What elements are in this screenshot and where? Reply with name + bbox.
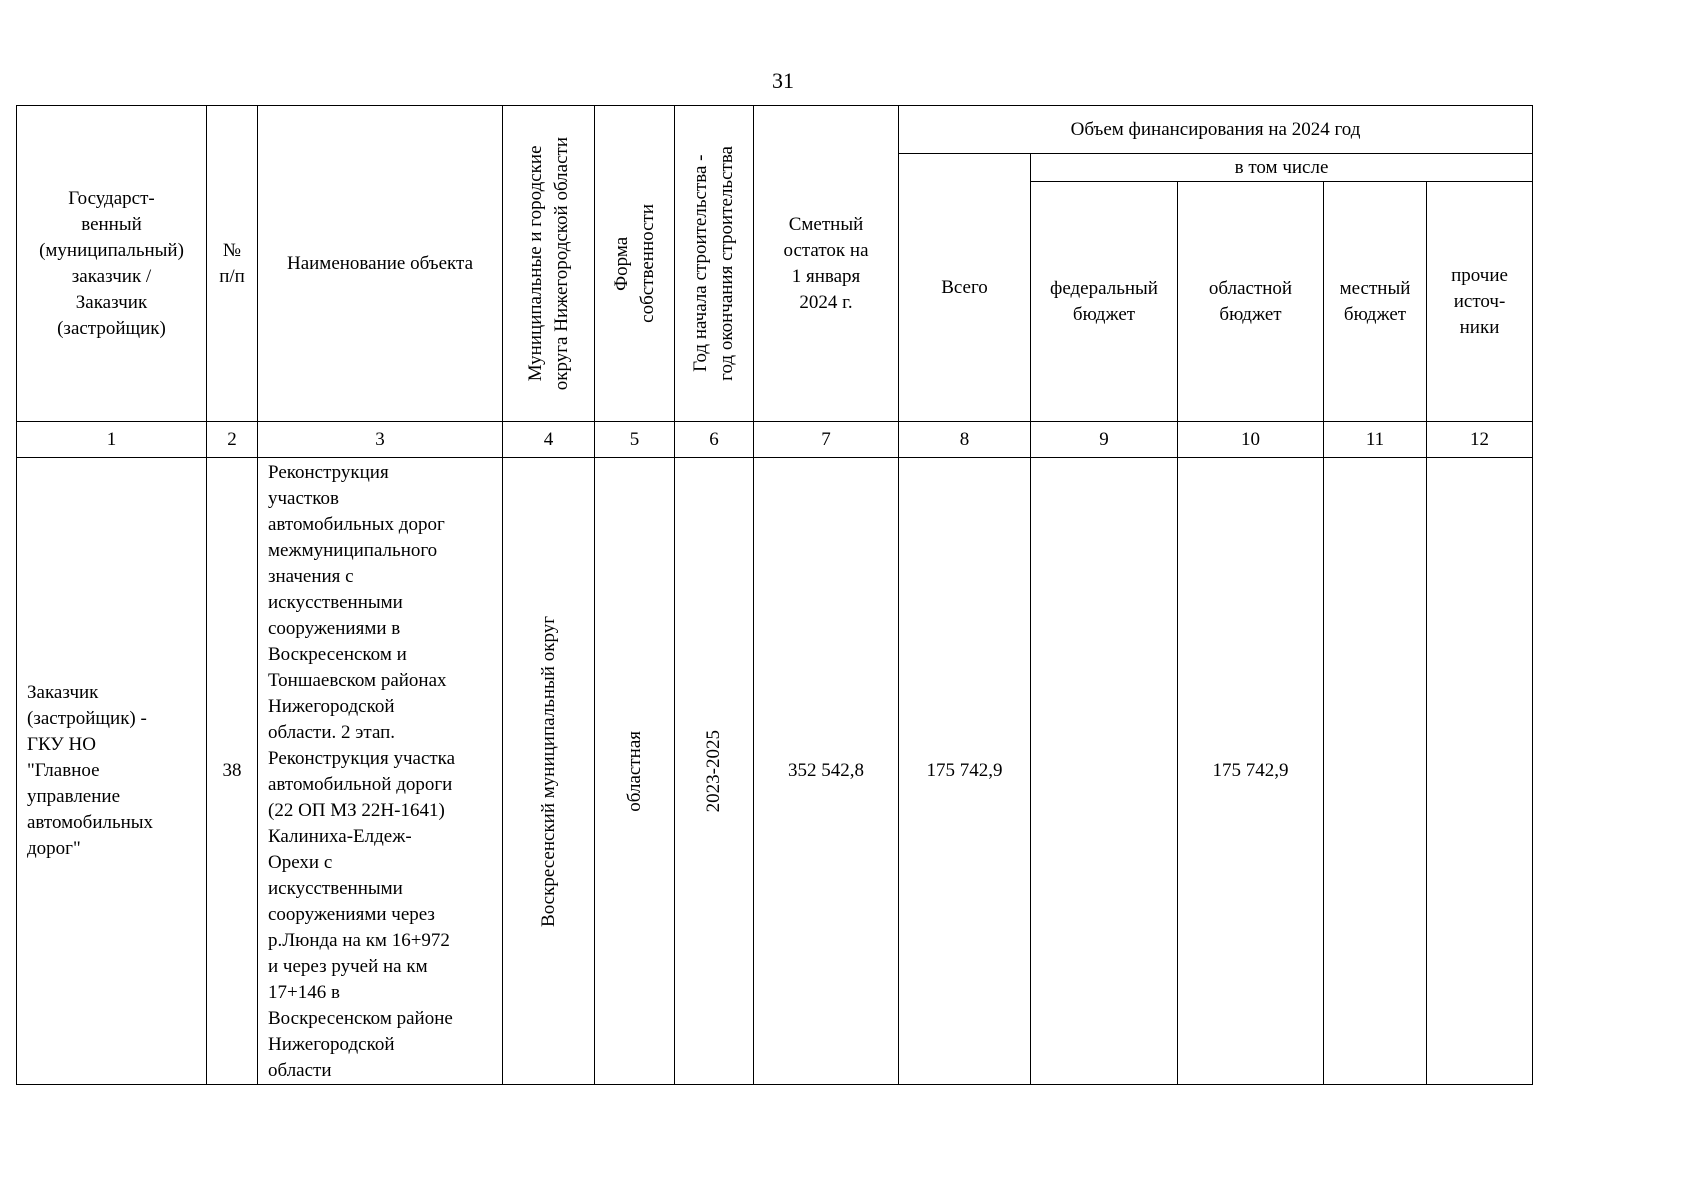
column-number: 1 [17,422,207,458]
column-number-row [17,422,1533,458]
header-municipality [503,106,595,422]
other-cell [1427,458,1533,1085]
column-number: 4 [503,422,595,458]
header-years-label: Год начала строительства - год окончания строительства [690,146,737,381]
header-total: Всего [899,154,1031,422]
number-cell: 38 [207,458,258,1085]
column-number: 5 [595,422,675,458]
column-number: 7 [754,422,899,458]
regional-cell: 175 742,9 [1178,458,1324,1085]
ownership-value: областная [623,730,645,812]
header-object-name: Наименование объекта [258,106,503,422]
municipality-value: Воскресенский муниципальный округ [537,615,559,927]
table-row [17,458,1533,1085]
object-name-cell: Реконструкция участков автомобильных дорог межмуниципального значения с искусственными сооружениями в Воскресенском и Тоншаевском районах Нижегородской области. 2 этап. Реконструкция участка автомобильной дороги (22 ОП МЗ 22Н-1641) Калиниха-Елдеж- Орехи с искусственными сооружениями через р.Люнда на км 16+972 и через ручей на км 17+146 в Воскресенском районе Нижегородской области [258,458,503,1085]
estimated-balance-cell: 352 542,8 [754,458,899,1085]
header-municipality-label: Муниципальные и городские округа Нижегородской области [524,136,572,391]
column-number: 6 [675,422,754,458]
years-cell [675,458,754,1085]
column-number: 10 [1178,422,1324,458]
header-federal: федеральный бюджет [1031,182,1178,422]
ownership-cell [595,458,675,1085]
header-funding-group: Объем финансирования на 2024 год [899,106,1533,154]
column-number: 11 [1324,422,1427,458]
header-local: местный бюджет [1324,182,1427,422]
column-number: 9 [1031,422,1178,458]
header-including: в том числе [1031,154,1533,182]
header-ownership-label: Форма собственности [610,204,658,323]
total-cell: 175 742,9 [899,458,1031,1085]
header-customer: Государст- венный (муниципальный) заказчик / Заказчик (застройщик) [17,106,207,422]
years-value: 2023-2025 [703,729,724,813]
header-other: прочие источ- ники [1427,182,1533,422]
investment-table [16,105,1533,1085]
local-cell [1324,458,1427,1085]
customer-cell: Заказчик (застройщик) - ГКУ НО "Главное управление автомобильных дорог" [17,458,207,1085]
municipality-cell [503,458,595,1085]
federal-cell [1031,458,1178,1085]
page-number: 31 [772,68,794,93]
column-number: 12 [1427,422,1533,458]
header-ownership [595,106,675,422]
column-number: 2 [207,422,258,458]
header-estimated-balance: Сметный остаток на 1 января 2024 г. [754,106,899,422]
header-number: № п/п [207,106,258,422]
header-regional: областной бюджет [1178,182,1324,422]
column-number: 8 [899,422,1031,458]
header-years [675,106,754,422]
column-number: 3 [258,422,503,458]
